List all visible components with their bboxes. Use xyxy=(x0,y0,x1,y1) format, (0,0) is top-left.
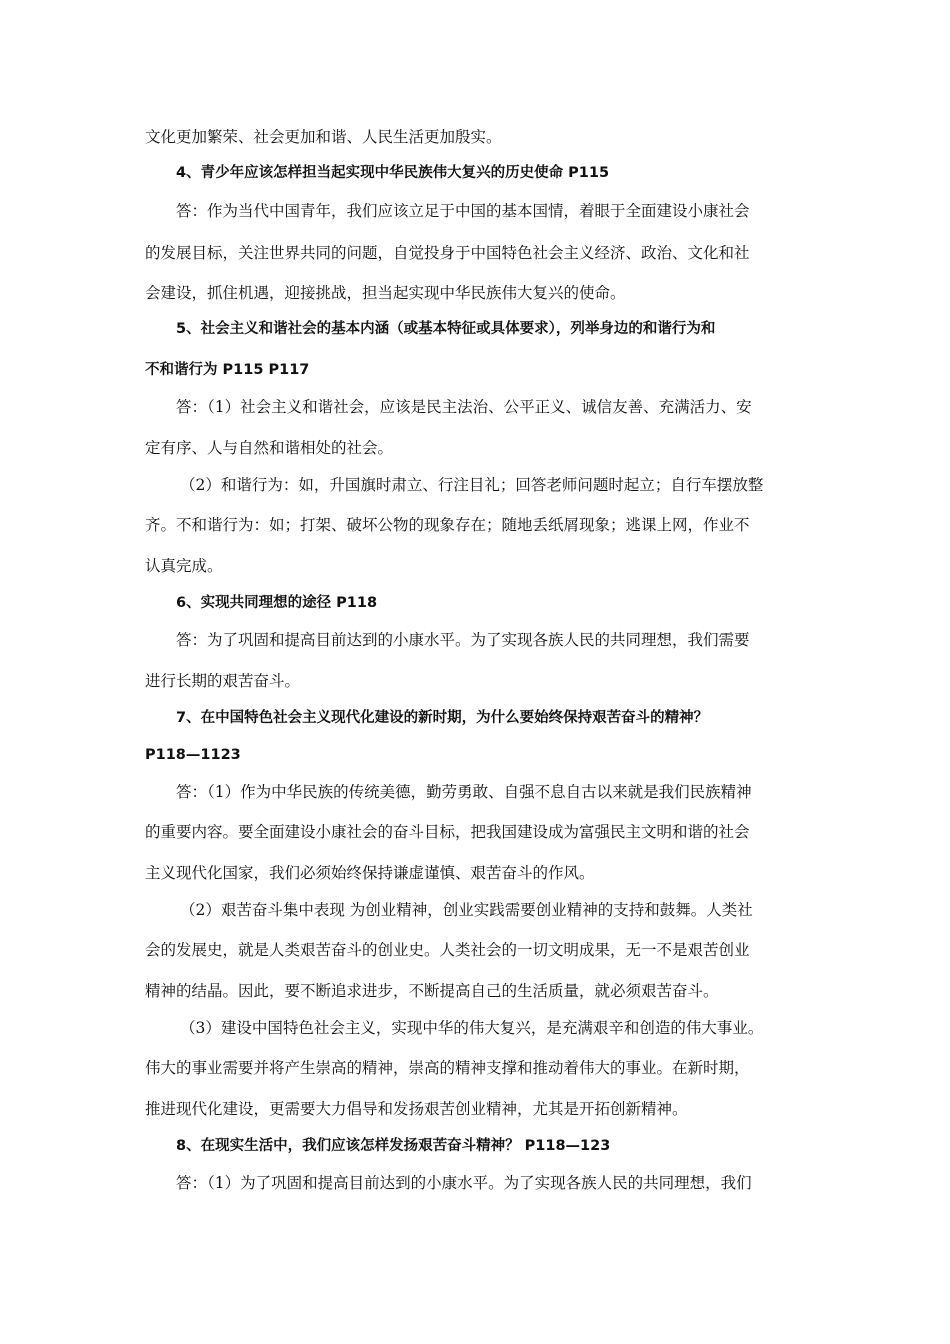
text-line: 的重要内容。要全面建设小康社会的奋斗目标，把我国建设成为富强民主文明和谐的社会 xyxy=(145,823,750,841)
answer-line: 答：（1）为了巩固和提高目前达到的小康水平。为了实现各族人民的共同理想，我们 xyxy=(176,1174,752,1192)
answer-line: 答：作为当代中国青年，我们应该立足于中国的基本国情，着眼于全面建设小康社会 xyxy=(176,202,750,220)
question-heading: 6、实现共同理想的途径 P118 xyxy=(176,595,378,611)
text-line: 精神的结晶。因此，要不断追求进步，不断提高自己的生活质量，就必须艰苦奋斗。 xyxy=(145,982,719,1000)
text-line: 文化更加繁荣、社会更加和谐、人民生活更加殷实。 xyxy=(145,128,502,146)
question-heading: 5、社会主义和谐社会的基本内涵（或基本特征或具体要求），列举身边的和谐行为和 xyxy=(176,321,716,337)
text-line: 伟大的事业需要并将产生崇高的精神，崇高的精神支撑和推动着伟大的事业。在新时期， xyxy=(145,1059,750,1077)
text-line: 齐。不和谐行为：如；打架、破坏公物的现象存在；随地丢纸屑现象；逃课上网，作业不 xyxy=(145,516,750,534)
question-heading: 7、在中国特色社会主义现代化建设的新时期，为什么要始终保持艰苦奋斗的精神？ xyxy=(176,710,709,726)
answer-line: 答：为了巩固和提高目前达到的小康水平。为了实现各族人民的共同理想，我们需要 xyxy=(176,631,750,649)
text-line: 进行长期的艰苦奋斗。 xyxy=(145,672,301,690)
text-line: 会的发展史，就是人类艰苦奋斗的创业史。人类社会的一切文明成果，无一不是艰苦创业 xyxy=(145,941,750,959)
answer-line: （2）和谐行为：如，升国旗时肃立、行注目礼；回答老师问题时起立；自行车摆放整 xyxy=(180,476,764,494)
text-line: 的发展目标，关注世界共同的问题，自觉投身于中国特色社会主义经济、政治、文化和社 xyxy=(145,244,750,262)
answer-line: （2）艰苦奋斗集中表现 为创业精神，创业实践需要创业精神的支持和鼓舞。人类社 xyxy=(180,901,753,919)
answer-line: 答：（1）作为中华民族的传统美德，勤劳勇敢、自强不息自古以来就是我们民族精神 xyxy=(176,783,752,801)
question-heading: 8、在现实生活中，我们应该怎样发扬艰苦奋斗精神？ P118—123 xyxy=(176,1138,611,1154)
answer-line: （3）建设中国特色社会主义，实现中华的伟大复兴，是充满艰辛和创造的伟大事业。 xyxy=(180,1019,764,1037)
question-heading-cont: P118—1123 xyxy=(145,747,241,763)
text-line: 会建设，抓住机遇，迎接挑战，担当起实现中华民族伟大复兴的使命。 xyxy=(145,284,626,302)
text-line: 主义现代化国家，我们必须始终保持谦虚谨慎、艰苦奋斗的作风。 xyxy=(145,864,595,882)
answer-line: 答：（1）社会主义和谐社会，应该是民主法治、公平正义、诚信友善、充满活力、安 xyxy=(176,398,752,416)
text-line: 推进现代化建设，更需要大力倡导和发扬艰苦创业精神，尤其是开拓创新精神。 xyxy=(145,1100,688,1118)
question-heading: 4、青少年应该怎样担当起实现中华民族伟大复兴的历史使命 P115 xyxy=(176,165,610,181)
text-line: 定有序、人与自然和谐相处的社会。 xyxy=(145,439,394,457)
text-line: 认真完成。 xyxy=(145,557,223,575)
question-heading-cont: 不和谐行为 P115 P117 xyxy=(145,362,310,378)
